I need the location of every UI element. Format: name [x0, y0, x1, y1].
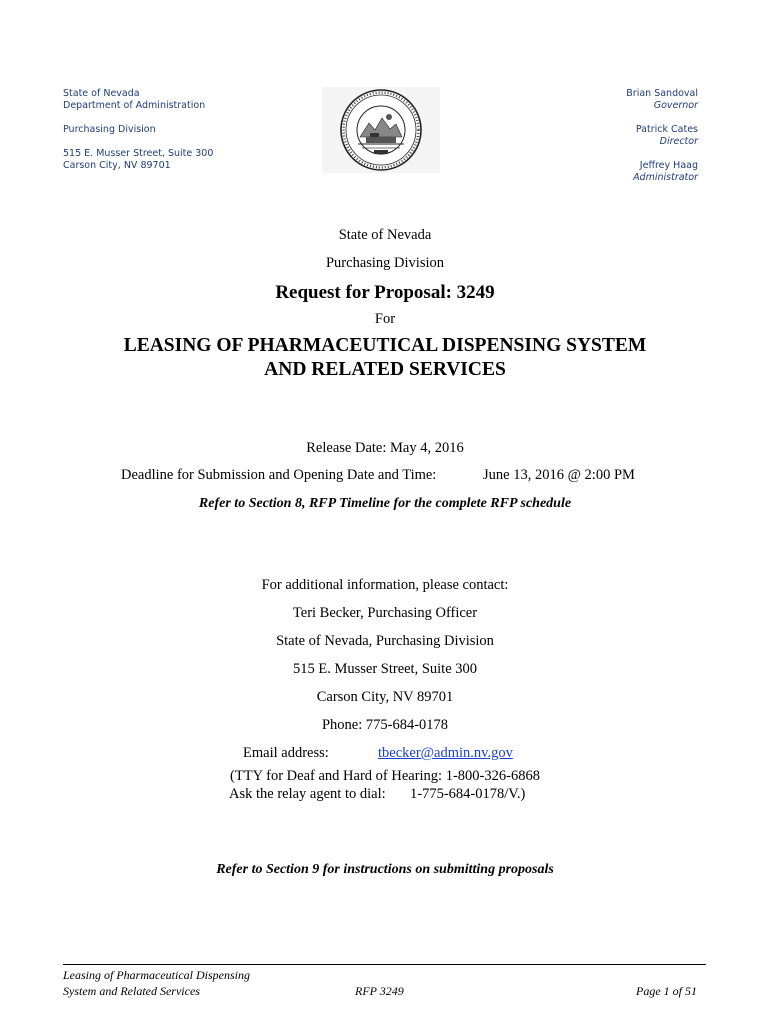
footer-rfp-number: RFP 3249	[355, 984, 404, 998]
tty-line: (TTY for Deaf and Hard of Hearing: 1-800-326-6868	[230, 768, 540, 784]
deadline-value: June 13, 2016 @ 2:00 PM	[483, 467, 635, 483]
footer-left-line1: Leasing of Pharmaceutical Dispensing	[63, 968, 250, 982]
relay-number: 1-775-684-0178/V.)	[410, 786, 526, 802]
letterhead-right	[626, 88, 698, 184]
contact-intro: For additional information, please contact:	[261, 577, 509, 593]
email-link[interactable]: tbecker@admin.nv.gov	[378, 745, 513, 761]
governor-title: Governor	[653, 100, 698, 111]
letterhead-state: State of Nevada	[63, 88, 140, 99]
letterhead-left	[63, 88, 213, 172]
footer-left	[63, 967, 250, 999]
rfp-title	[0, 334, 770, 382]
letterhead-city: Carson City, NV 89701	[63, 160, 171, 171]
title-for: For	[374, 311, 396, 327]
instructions-note: Refer to Section 9 for instructions on submitting proposals	[216, 862, 554, 877]
governor-name: Brian Sandoval	[626, 88, 698, 99]
letterhead-department: Department of Administration	[63, 100, 206, 111]
director-name: Patrick Cates	[635, 124, 698, 135]
email-label: Email address:	[243, 745, 329, 761]
rfp-heading: Request for Proposal: 3249	[275, 282, 495, 303]
release-date: Release Date: May 4, 2016	[306, 440, 464, 456]
nevada-state-seal-icon	[322, 87, 440, 173]
footer-left-line2: System and Related Services	[63, 984, 200, 998]
timeline-note: Refer to Section 8, RFP Timeline for the complete RFP schedule	[198, 496, 572, 511]
administrator-name: Jeffrey Haag	[639, 160, 698, 171]
deadline-label: Deadline for Submission and Opening Date and Time:	[121, 467, 437, 483]
contact-phone: Phone: 775-684-0178	[321, 717, 449, 733]
contact-org: State of Nevada, Purchasing Division	[276, 633, 494, 649]
title-state: State of Nevada	[338, 227, 432, 243]
contact-name: Teri Becker, Purchasing Officer	[292, 605, 478, 621]
footer-divider	[63, 964, 706, 965]
title-division: Purchasing Division	[325, 255, 444, 271]
contact-street: 515 E. Musser Street, Suite 300	[292, 661, 478, 677]
contact-city: Carson City, NV 89701	[316, 689, 454, 705]
administrator-title: Administrator	[633, 172, 698, 183]
director-title: Director	[659, 136, 698, 147]
rfp-title-line1: LEASING OF PHARMACEUTICAL DISPENSING SYSTEM	[123, 335, 647, 356]
rfp-title-line2: AND RELATED SERVICES	[264, 359, 506, 380]
letterhead-division: Purchasing Division	[63, 124, 156, 135]
letterhead-street: 515 E. Musser Street, Suite 300	[63, 148, 214, 159]
relay-label: Ask the relay agent to dial:	[229, 786, 386, 802]
footer-page-number: Page 1 of 51	[636, 984, 697, 998]
